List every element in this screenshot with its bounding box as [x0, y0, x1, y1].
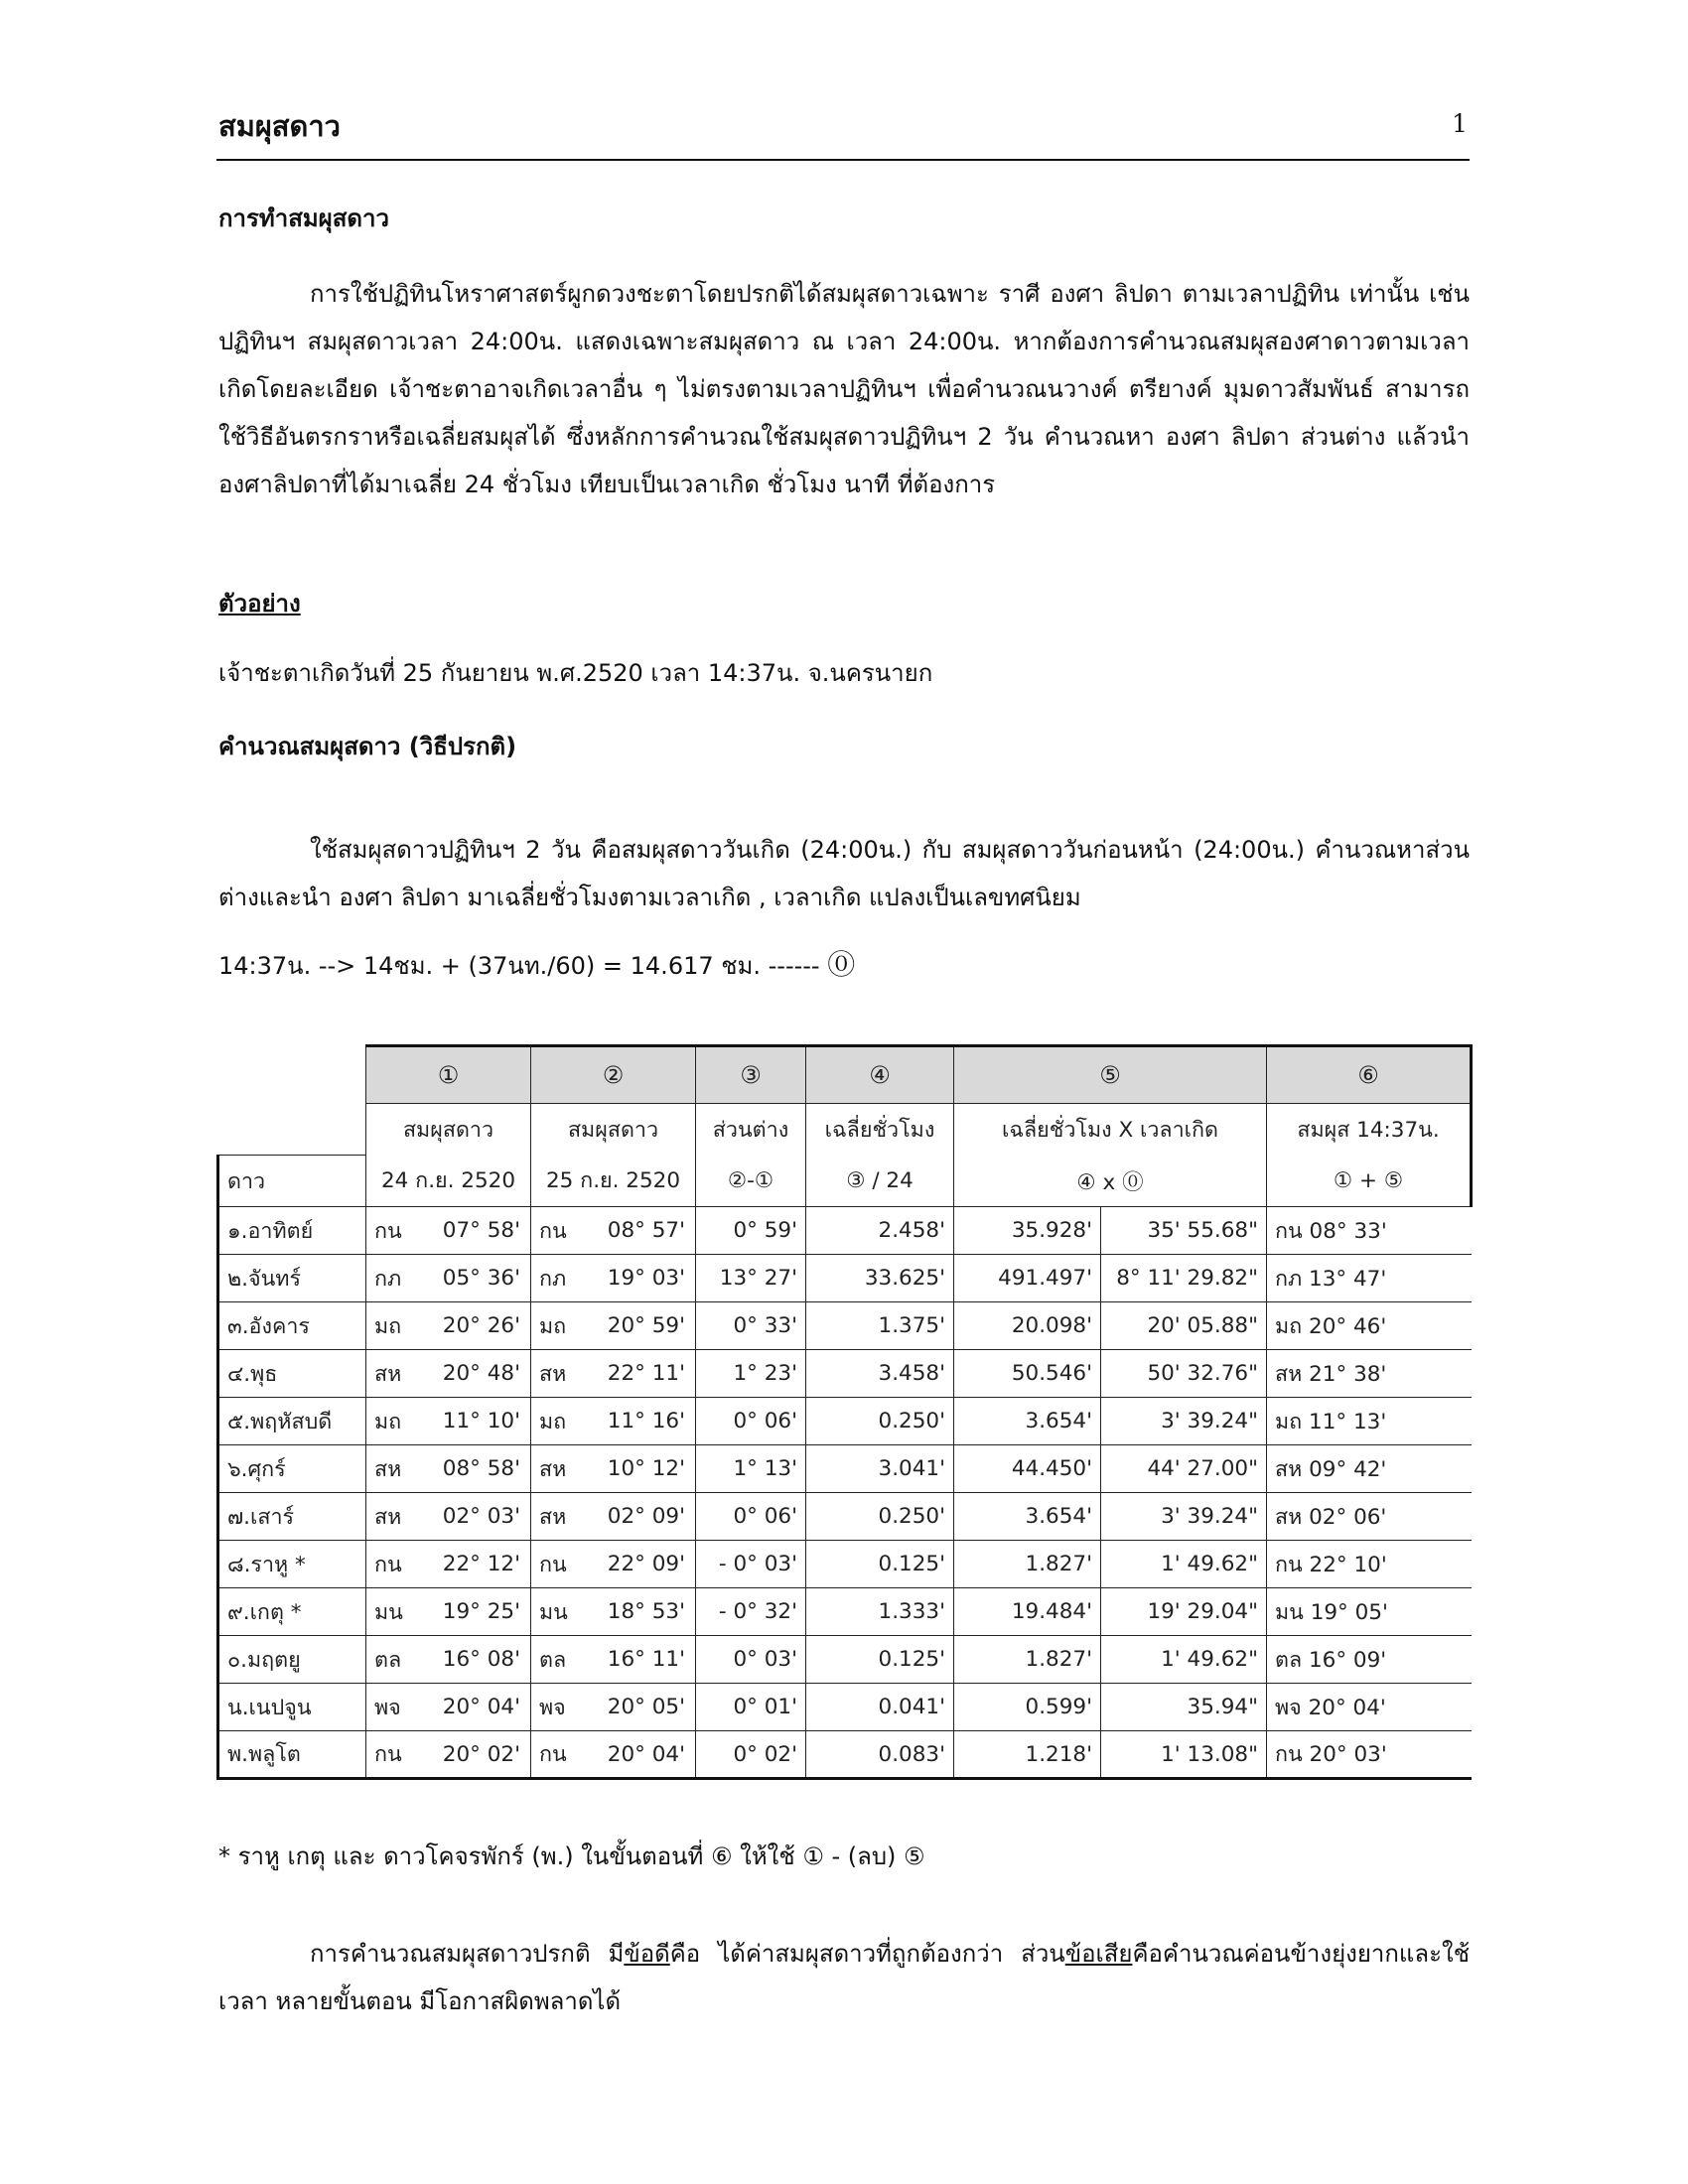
hourly-average: 0.125' — [806, 1636, 954, 1684]
header-date1: 24 ก.ย. 2520 — [366, 1156, 531, 1207]
footnote-note: * ราหู เกตุ และ ดาวโคจรพักร์ (พ.) ในขั้นตอนที่ ⑥ ให้ใช้ ① - (ลบ) ⑤ — [218, 1843, 925, 1870]
hourly-average: 0.250' — [806, 1493, 954, 1541]
date2-position: 18° 53' — [591, 1588, 696, 1636]
col-number-2: ② — [531, 1046, 696, 1104]
result-position: ตล 16° 09' — [1267, 1636, 1472, 1684]
result-position: กน 08° 33' — [1267, 1207, 1472, 1255]
difference: 0° 06' — [696, 1493, 806, 1541]
table-row — [218, 1255, 1472, 1302]
date1-position: 20° 48' — [426, 1350, 531, 1398]
header-hourly-avg-label: เฉลี่ยชั่วโมง — [806, 1104, 954, 1156]
result-position: สห 02° 06' — [1267, 1493, 1472, 1541]
header-result-label: สมผุส 14:37น. — [1267, 1104, 1472, 1156]
date2-sign: มถ — [531, 1398, 591, 1445]
date2-sign: มน — [531, 1588, 591, 1636]
date2-position: 20° 05' — [591, 1684, 696, 1731]
date2-position: 20° 59' — [591, 1302, 696, 1350]
header-date1-label: สมผุสดาว — [366, 1104, 531, 1156]
difference: 0° 02' — [696, 1731, 806, 1779]
header-title: สมผุสดาว — [218, 109, 341, 143]
date1-sign: ตล — [366, 1636, 426, 1684]
header-date2: 25 ก.ย. 2520 — [531, 1156, 696, 1207]
date1-position: 08° 58' — [426, 1445, 531, 1493]
header-formula-4: ③ / 24 — [806, 1156, 954, 1207]
avg-times-birth: 1.827' — [954, 1541, 1101, 1588]
conclusion-part-1: การคำนวณสมผุสดาวปรกติ มี — [310, 1940, 625, 1968]
planet-name: ๗.เสาร์ — [218, 1493, 366, 1541]
avg-times-birth: 3.654' — [954, 1398, 1101, 1445]
date2-sign: สห — [531, 1350, 591, 1398]
table-row — [218, 1731, 1472, 1779]
difference: 1° 13' — [696, 1445, 806, 1493]
calc-heading: คำนวณสมผุสดาว (วิธีปรกติ) — [218, 733, 517, 760]
avg-times-birth: 3.654' — [954, 1493, 1101, 1541]
planet-name: ๓.อังคาร — [218, 1302, 366, 1350]
date2-position: 20° 04' — [591, 1731, 696, 1779]
advantage-word: ข้อดี — [624, 1940, 670, 1968]
planet-name: ๐.มฤตยู — [218, 1636, 366, 1684]
conclusion-paragraph — [218, 1930, 1470, 2025]
header-planet: ดาว — [218, 1156, 366, 1207]
planet-name: ๑.อาทิตย์ — [218, 1207, 366, 1255]
difference: 0° 03' — [696, 1636, 806, 1684]
date1-sign: กน — [366, 1207, 426, 1255]
date2-sign: กน — [531, 1731, 591, 1779]
table-row — [218, 1350, 1472, 1398]
date1-sign: มถ — [366, 1302, 426, 1350]
date1-sign: กน — [366, 1731, 426, 1779]
date2-sign: มถ — [531, 1302, 591, 1350]
date2-sign: สห — [531, 1493, 591, 1541]
date1-position: 11° 10' — [426, 1398, 531, 1445]
result-position: กภ 13° 47' — [1267, 1255, 1472, 1302]
avg-times-birth-dms: 3' 39.24" — [1101, 1398, 1267, 1445]
table-row — [218, 1588, 1472, 1636]
header-formula-5: ④ x ⓪ — [954, 1156, 1267, 1207]
result-position: สห 21° 38' — [1267, 1350, 1472, 1398]
disadvantage-word: ข้อเสีย — [1064, 1940, 1133, 1968]
date1-sign: สห — [366, 1493, 426, 1541]
date1-sign: สห — [366, 1350, 426, 1398]
date1-position: 20° 26' — [426, 1302, 531, 1350]
col-number-4: ④ — [806, 1046, 954, 1104]
date2-sign: ตล — [531, 1636, 591, 1684]
avg-times-birth: 50.546' — [954, 1350, 1101, 1398]
date1-sign: กภ — [366, 1255, 426, 1302]
table-row — [218, 1636, 1472, 1684]
table-row — [218, 1445, 1472, 1493]
header-row-1 — [218, 1104, 1472, 1156]
avg-times-birth-dms: 50' 32.76" — [1101, 1350, 1267, 1398]
time-conversion-line — [218, 943, 855, 985]
hourly-average: 33.625' — [806, 1255, 954, 1302]
avg-times-birth-dms: 1' 13.08" — [1101, 1731, 1267, 1779]
difference: 0° 33' — [696, 1302, 806, 1350]
difference: - 0° 32' — [696, 1588, 806, 1636]
col-number-3: ③ — [696, 1046, 806, 1104]
intro-paragraph: การใช้ปฏิทินโหราศาสตร์ผูกดวงชะตาโดยปรกติได้สมผุสดาวเฉพาะ ราศี องศา ลิปดา ตามเวลาปฏิทิน เท่านั้น เช่น ปฏิทินฯ สมผุสดาวเวลา 24:00น. แสดงเฉพาะสมผุสดาว ณ เวลา 24:00น. หากต้องการคำนวณสมผุสองศาดาวตามเวลาเกิดโดยละเอียด เจ้าชะตาอาจเกิดเวลาอื่น ๆ ไม่ตรงตามเวลาปฏิทินฯ เพื่อคำนวณนวางค์ ตรียางค์ มุมดาวสัมพันธ์ สามารถใช้วิธีอันตรกราหรือเฉลี่ยสมผุสได้ ซึ่งหลักการคำนวณใช้สมผุสดาวปฏิทินฯ 2 วัน คำนวณหา องศา ลิปดา ส่วนต่าง แล้วนำองศาลิปดาที่ได้มาเฉลี่ย 24 ชั่วโมง เทียบเป็นเวลาเกิด ชั่วโมง นาที ที่ต้องการ — [218, 280, 1470, 498]
avg-times-birth: 35.928' — [954, 1207, 1101, 1255]
difference: 1° 23' — [696, 1350, 806, 1398]
date2-position: 08° 57' — [591, 1207, 696, 1255]
hourly-average: 3.458' — [806, 1350, 954, 1398]
date1-sign: สห — [366, 1445, 426, 1493]
result-position: กน 22° 10' — [1267, 1541, 1472, 1588]
hourly-average: 1.375' — [806, 1302, 954, 1350]
date1-position: 22° 12' — [426, 1541, 531, 1588]
hourly-average: 0.041' — [806, 1684, 954, 1731]
date1-sign: พจ — [366, 1684, 426, 1731]
header-avg-times-birth-label: เฉลี่ยชั่วโมง X เวลาเกิด — [954, 1104, 1267, 1156]
section-heading: การทำสมผุสดาว — [218, 205, 389, 232]
difference: 13° 27' — [696, 1255, 806, 1302]
header-formula-3: ②-① — [696, 1156, 806, 1207]
difference: 0° 06' — [696, 1398, 806, 1445]
difference: - 0° 03' — [696, 1541, 806, 1588]
hourly-average: 1.333' — [806, 1588, 954, 1636]
date1-position: 02° 03' — [426, 1493, 531, 1541]
date2-position: 22° 09' — [591, 1541, 696, 1588]
date1-position: 16° 08' — [426, 1636, 531, 1684]
header-date2-label: สมผุสดาว — [531, 1104, 696, 1156]
table-row — [218, 1207, 1472, 1255]
date1-position: 19° 25' — [426, 1588, 531, 1636]
date2-sign: พจ — [531, 1684, 591, 1731]
planet-name: พ.พลูโต — [218, 1731, 366, 1779]
col-number-5: ⑤ — [954, 1046, 1267, 1104]
date1-sign: กน — [366, 1541, 426, 1588]
result-position: พจ 20° 04' — [1267, 1684, 1472, 1731]
page-header — [216, 99, 1470, 161]
avg-times-birth-dms: 44' 27.00" — [1101, 1445, 1267, 1493]
date2-sign: กน — [531, 1541, 591, 1588]
avg-times-birth: 1.827' — [954, 1636, 1101, 1684]
result-position: มน 19° 05' — [1267, 1588, 1472, 1636]
time-conversion-text: 14:37น. --> 14ชม. + (37นท./60) = 14.617 ชม. ------ — [218, 952, 820, 980]
header-row-2 — [218, 1156, 1472, 1207]
planet-name: ๘.ราหู * — [218, 1541, 366, 1588]
table-row — [218, 1684, 1472, 1731]
planet-name: ๖.ศุกร์ — [218, 1445, 366, 1493]
avg-times-birth-dms: 1' 49.62" — [1101, 1541, 1267, 1588]
result-position: มถ 11° 13' — [1267, 1398, 1472, 1445]
planet-name: น.เนปจูน — [218, 1684, 366, 1731]
column-number-row — [218, 1046, 1472, 1104]
hourly-average: 0.125' — [806, 1541, 954, 1588]
avg-times-birth-dms: 35.94" — [1101, 1684, 1267, 1731]
avg-times-birth: 491.497' — [954, 1255, 1101, 1302]
date2-position: 16° 11' — [591, 1636, 696, 1684]
date2-sign: กน — [531, 1207, 591, 1255]
header-difference-label: ส่วนต่าง — [696, 1104, 806, 1156]
example-heading: ตัวอย่าง — [218, 590, 301, 617]
planet-position-table — [216, 1044, 1473, 1780]
avg-times-birth-dms: 8° 11' 29.82" — [1101, 1255, 1267, 1302]
hourly-average: 3.041' — [806, 1445, 954, 1493]
calc-paragraph: ใช้สมผุสดาวปฏิทินฯ 2 วัน คือสมผุสดาววันเกิด (24:00น.) กับ สมผุสดาววันก่อนหน้า (24:00น.) คำนวณหาส่วนต่างและนำ องศา ลิปดา มาเฉลี่ยชั่วโมงตามเวลาเกิด , เวลาเกิด แปลงเป็นเลขทศนิยม — [218, 836, 1470, 911]
table-row — [218, 1398, 1472, 1445]
avg-times-birth-dms: 1' 49.62" — [1101, 1636, 1267, 1684]
result-position: กน 20° 03' — [1267, 1731, 1472, 1779]
planet-name: ๙.เกตุ * — [218, 1588, 366, 1636]
avg-times-birth: 0.599' — [954, 1684, 1101, 1731]
date1-position: 20° 02' — [426, 1731, 531, 1779]
date2-position: 22° 11' — [591, 1350, 696, 1398]
page-number: 1 — [1452, 109, 1468, 138]
date2-position: 11° 16' — [591, 1398, 696, 1445]
col-number-6: ⑥ — [1267, 1046, 1472, 1104]
blank-corner — [218, 1046, 366, 1104]
zero-marker: ⓪ — [827, 948, 856, 981]
date1-position: 20° 04' — [426, 1684, 531, 1731]
planet-name: ๒.จันทร์ — [218, 1255, 366, 1302]
planet-name: ๔.พุธ — [218, 1350, 366, 1398]
hourly-average: 2.458' — [806, 1207, 954, 1255]
avg-times-birth: 20.098' — [954, 1302, 1101, 1350]
planet-name: ๕.พฤหัสบดี — [218, 1398, 366, 1445]
result-position: มถ 20° 46' — [1267, 1302, 1472, 1350]
table-row — [218, 1493, 1472, 1541]
avg-times-birth-dms: 20' 05.88" — [1101, 1302, 1267, 1350]
avg-times-birth: 19.484' — [954, 1588, 1101, 1636]
avg-times-birth: 1.218' — [954, 1731, 1101, 1779]
avg-times-birth-dms: 3' 39.24" — [1101, 1493, 1267, 1541]
planet-table-wrapper — [216, 1044, 1473, 1780]
date2-position: 10° 12' — [591, 1445, 696, 1493]
conclusion-part-2: คือ ได้ค่าสมผุสดาวที่ถูกต้องกว่า ส่วน — [669, 1940, 1065, 1968]
table-row — [218, 1541, 1472, 1588]
hourly-average: 0.250' — [806, 1398, 954, 1445]
hourly-average: 0.083' — [806, 1731, 954, 1779]
conclusion-part-3: คือคำนวณค่อนข้างยุ่งยากและใช้เวลา หลายขั้นตอน มีโอกาสผิดพลาดได้ — [218, 1940, 1470, 2015]
avg-times-birth: 44.450' — [954, 1445, 1101, 1493]
col-number-1: ① — [366, 1046, 531, 1104]
date2-sign: กภ — [531, 1255, 591, 1302]
blank-corner — [218, 1104, 366, 1156]
date2-position: 02° 09' — [591, 1493, 696, 1541]
table-row — [218, 1302, 1472, 1350]
header-formula-6: ① + ⑤ — [1267, 1156, 1472, 1207]
date1-sign: มถ — [366, 1398, 426, 1445]
date2-position: 19° 03' — [591, 1255, 696, 1302]
date1-position: 05° 36' — [426, 1255, 531, 1302]
result-position: สห 09° 42' — [1267, 1445, 1472, 1493]
avg-times-birth-dms: 19' 29.04" — [1101, 1588, 1267, 1636]
avg-times-birth-dms: 35' 55.68" — [1101, 1207, 1267, 1255]
birth-line: เจ้าชะตาเกิดวันที่ 25 กันยายน พ.ศ.2520 เวลา 14:37น. จ.นครนายก — [218, 659, 933, 687]
date1-position: 07° 58' — [426, 1207, 531, 1255]
date1-sign: มน — [366, 1588, 426, 1636]
difference: 0° 59' — [696, 1207, 806, 1255]
difference: 0° 01' — [696, 1684, 806, 1731]
date2-sign: สห — [531, 1445, 591, 1493]
